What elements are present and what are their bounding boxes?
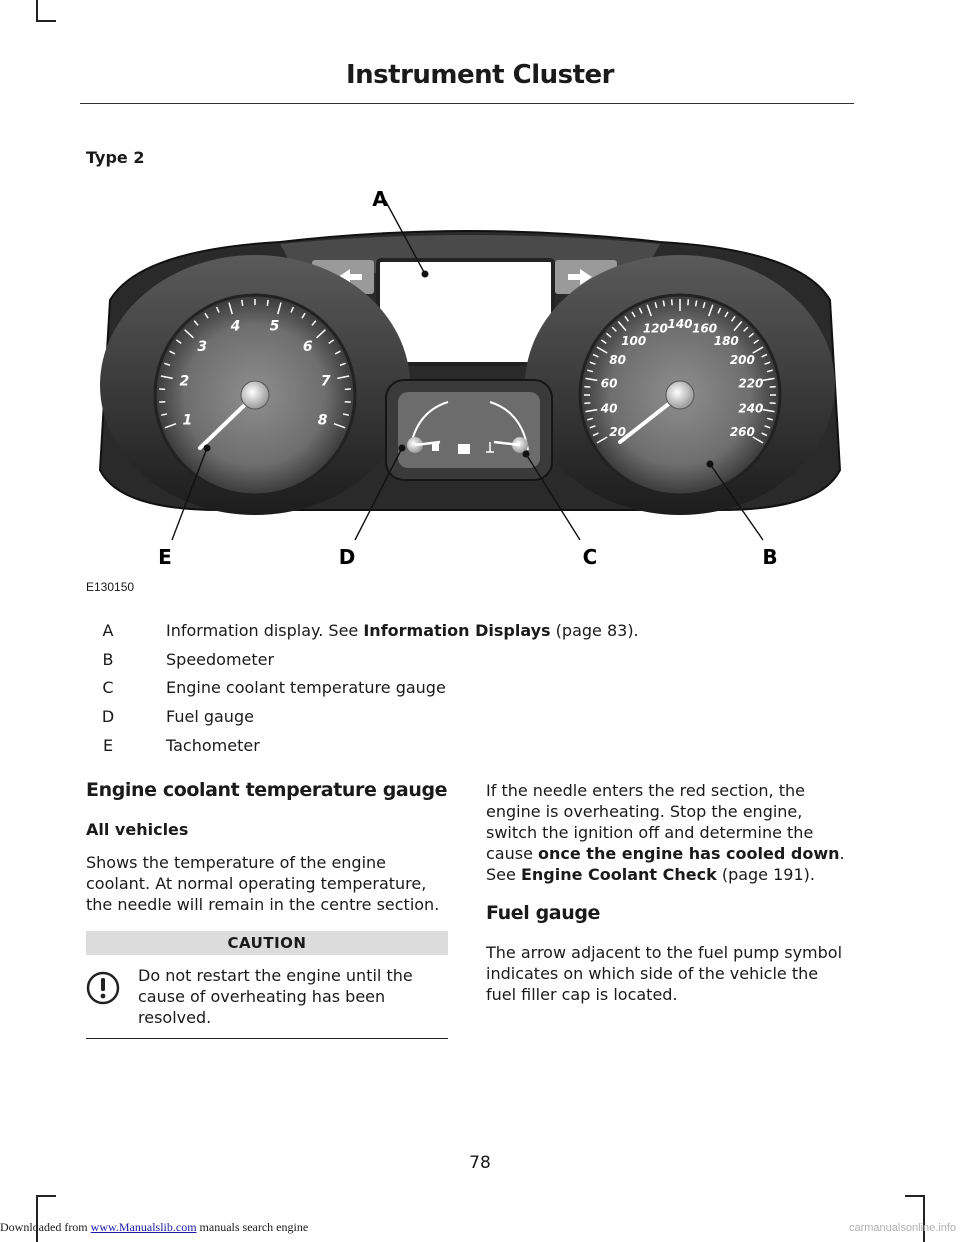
coolant-heading: Engine coolant temperature gauge	[86, 779, 448, 801]
gauge-tick	[663, 300, 664, 306]
gauge-label: 8	[317, 412, 328, 429]
caution-banner: CAUTION	[86, 931, 448, 955]
gauge-label: 7	[320, 373, 331, 390]
fuel-heading: Fuel gauge	[486, 902, 601, 924]
gauge-tick	[688, 299, 689, 305]
manualslib-link[interactable]: www.Manualslib.com	[90, 1220, 197, 1234]
engine-coolant-check-link[interactable]: Engine Coolant Check	[520, 865, 717, 884]
gauge-tick	[584, 387, 590, 388]
gauge-label: 240	[738, 401, 764, 416]
legend-row	[86, 735, 846, 764]
legend-key: E	[102, 735, 114, 755]
caution-box	[86, 965, 448, 1039]
download-footer: Downloaded from www.Manualslib.com manuals search engine	[0, 1220, 309, 1234]
instrument-cluster-figure	[80, 180, 860, 600]
gauge-label: 20	[609, 425, 626, 439]
watermark-logo: carmanualsonline.info	[848, 1222, 956, 1234]
crop-mark	[36, 1195, 56, 1197]
figure-id: E130150	[86, 580, 135, 594]
gauge-label: 200	[729, 353, 755, 367]
legend-key: C	[102, 678, 114, 698]
left-column	[86, 780, 448, 1039]
gauge-tick	[696, 300, 697, 306]
gauge-label: 120	[642, 321, 668, 336]
callout-a: A	[372, 187, 388, 211]
crop-mark	[36, 20, 56, 22]
legend-text: Tachometer	[166, 735, 260, 755]
caution-icon	[86, 965, 126, 1028]
callout-b: B	[762, 545, 778, 569]
coolant-paragraph: Shows the temperature of the engine coolant. At normal operating temperature, the needle will remain in the centre section.	[86, 853, 440, 914]
callout-e: E	[158, 545, 172, 569]
gauge-label: 160	[692, 321, 718, 336]
callout-d: D	[338, 545, 356, 569]
gauge-label: 6	[302, 339, 313, 356]
gauge-tick	[242, 300, 243, 306]
crop-mark	[36, 0, 38, 22]
legend-row	[86, 706, 846, 735]
legend-key: A	[102, 621, 114, 640]
coolant-subheading: All vehicles	[86, 820, 189, 839]
gauge-label: 220	[738, 376, 764, 391]
tachometer-hub	[241, 381, 269, 409]
title-divider	[80, 103, 854, 104]
figure-legend	[86, 620, 846, 763]
gauge-label: 40	[600, 401, 618, 416]
gauge-tick	[672, 299, 673, 305]
overheat-paragraph: If the needle enters the red section, the engine is overheating. Stop the engine, switch the ignition off and determine the cause once the engine has cooled down. See Engine Coolant Check (page 191).	[486, 781, 845, 884]
fuel-pump-icon	[432, 442, 439, 451]
gauge-label: 5	[269, 318, 280, 335]
gauge-tick	[770, 403, 776, 404]
legend-text: Engine coolant temperature gauge	[166, 678, 446, 698]
gauge-label: 100	[621, 333, 647, 348]
legend-text: Speedometer	[166, 649, 275, 669]
gauge-label: 2	[179, 373, 190, 390]
gauge-label: 140	[667, 317, 693, 331]
gauge-tick	[584, 403, 590, 404]
legend-key: D	[101, 707, 115, 727]
gauge-tick	[267, 300, 268, 306]
gauge-label: 80	[609, 353, 626, 367]
page-number: 78	[469, 1153, 491, 1173]
information-display	[378, 260, 553, 364]
legend-link[interactable]: Information Displays	[363, 621, 551, 640]
gauge-label: 180	[713, 333, 739, 348]
speedometer-hub	[666, 381, 694, 409]
legend-key: B	[102, 649, 114, 669]
page-title: Instrument Cluster	[346, 60, 614, 90]
gauge-label: 1	[182, 412, 193, 429]
callout-c: C	[582, 545, 598, 569]
type-label: Type 2	[86, 148, 145, 167]
legend-text: Information display. See Information Displays (page 83).	[166, 621, 639, 640]
legend-text: Fuel gauge	[166, 707, 254, 727]
centre-gauge-face	[398, 392, 540, 468]
gauge-label: 3	[197, 339, 208, 356]
info-button-icon	[458, 444, 470, 454]
gauge-label: 4	[230, 318, 241, 335]
fuel-paragraph: The arrow adjacent to the fuel pump symbol indicates on which side of the vehicle the fuel filler cap is located.	[486, 943, 843, 1004]
legend-row	[86, 620, 846, 649]
right-column	[486, 780, 848, 1017]
gauge-label: 60	[600, 376, 618, 391]
instrument-cluster-drawing	[80, 180, 860, 600]
gauge-label: 260	[729, 425, 755, 439]
crop-mark	[905, 1195, 925, 1197]
gauge-tick	[770, 387, 776, 388]
legend-row	[86, 649, 846, 678]
legend-row	[86, 677, 846, 706]
caution-text: Do not restart the engine until the cause of overheating has been resolved.	[138, 966, 413, 1027]
